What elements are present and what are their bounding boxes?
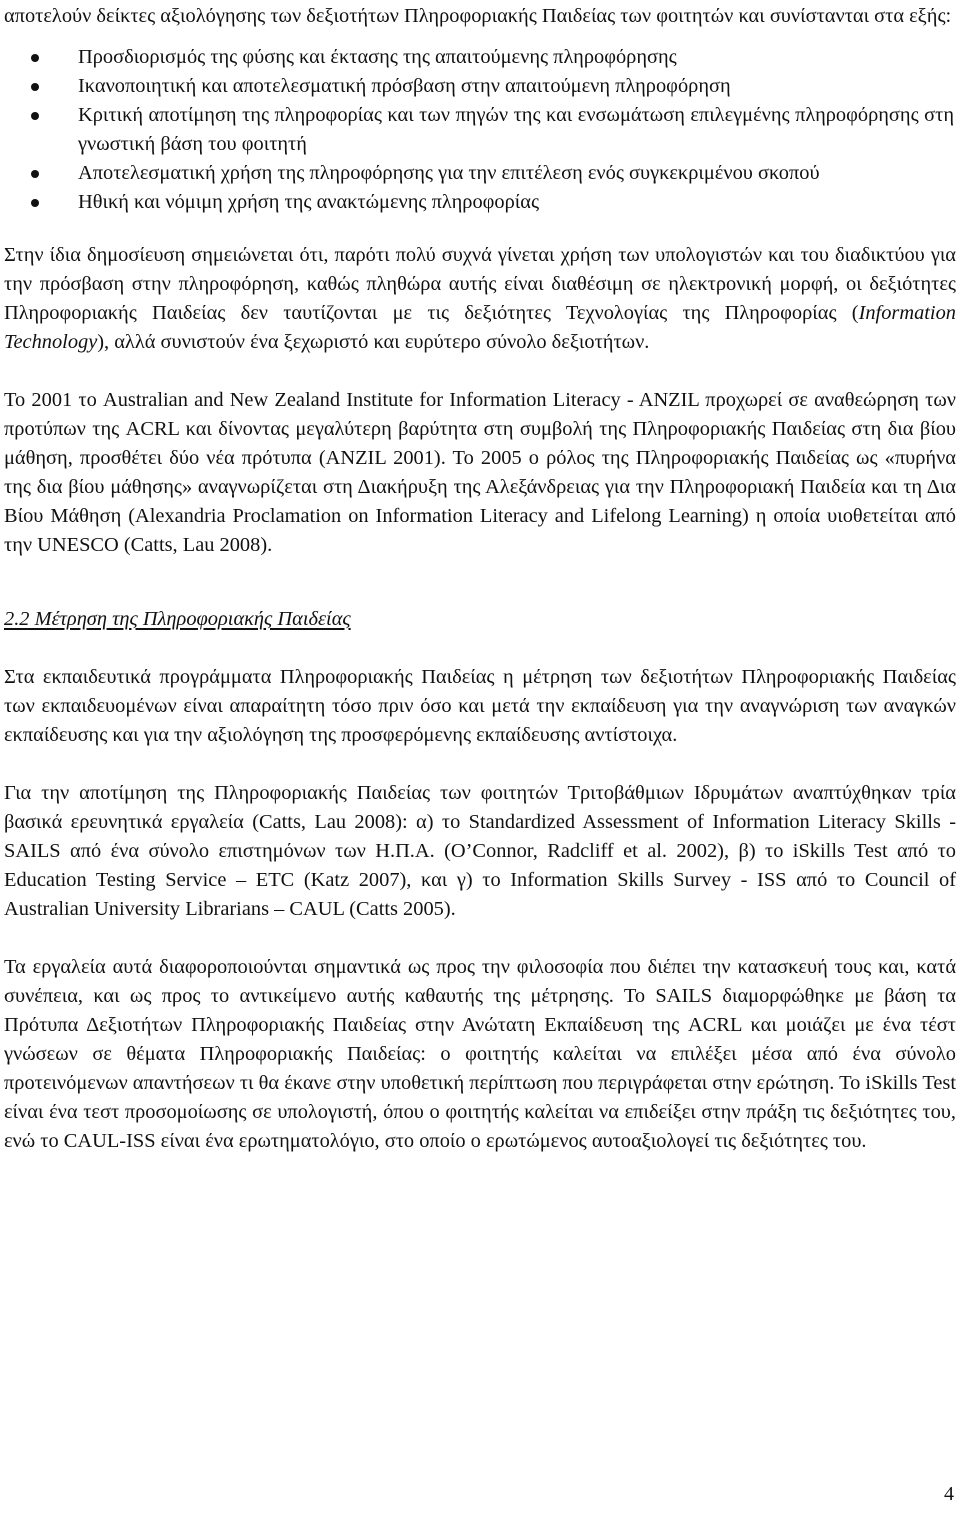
list-item	[4, 159, 956, 188]
list-item-text: Προσδιορισμός της φύσης και έκτασης της απαιτούμενης πληροφόρησης	[78, 46, 677, 68]
paragraph-anzil: Το 2001 το Australian and New Zealand Institute for Information Literacy - ANZIL προχωρεί σε αναθεώρηση των προτύπων της ACRL και δίνοντας μεγαλύτερη βαρύτητα στη συμβολή της Πληροφοριακής Παιδείας στη δια βίου μάθηση, προσθέτει δύο νέα πρότυπα (ANZIL 2001). Το 2005 ο ρόλος της Πληροφοριακής Παιδείας ως «πυρήνα της δια βίου μάθησης» αναγνωρίζεται στη Διακήρυξη της Αλεξάνδρειας για την Πληροφοριακή Παιδεία και τη Δια Βίου Μάθηση (Alexandria Proclamation on Information Literacy and Lifelong Learning) η οποία υιοθετείται από την UNESCO (Catts, Lau 2008).	[4, 389, 956, 556]
list-item-text: Κριτική αποτίμηση της πληροφορίας και των πηγών της και ενσωμάτωση επιλεγμένης πληροφόρησης στη γνωστική βάση του φοιτητή	[78, 104, 954, 155]
list-item-text: Ικανοποιητική και αποτελεσματική πρόσβαση στην απαιτούμενη πληροφόρηση	[78, 75, 731, 97]
paragraph-differences: Τα εργαλεία αυτά διαφοροποιούνται σημαντικά ως προς την φιλοσοφία που διέπει την κατασκευή τους και, κατά συνέπεια, και ως προς το αντικείμενο αυτής καθαυτής της μέτρησης. Το SAILS διαμορφώθηκε με βάση τα Πρότυπα Δεξιοτήτων Πληροφοριακής Παιδείας στην Ανώτατη Εκπαίδευση της ACRL και μοιάζει με ένα τέστ γνώσεων σε θέματα Πληροφοριακής Παιδείας: ο φοιτητής καλείται να επιλέξει μέσα από ένα σύνολο προτεινόμενων απαντήσεων τι θα έκανε στην υποθετική περίπτωση που περιγράφεται στην ερώτηση. Το iSkills Test είναι ένα τεστ προσομοίωσης σε υπολογιστή, όπου ο φοιτητής καλείται να επιδείξει στην πράξη τις δεξιότητες του, ενώ το CAUL-ISS είναι ένα ερωτηματολόγιο, στο οποίο ο ερωτώμενος αυτοαξιολογεί τις δεξιότητες του.	[4, 956, 956, 1152]
bullet-icon	[31, 170, 39, 178]
bullet-icon	[31, 199, 39, 207]
paragraph-text: Στην ίδια δημοσίευση σημειώνεται ότι, παρότι πολύ συχνά γίνεται χρήση των υπολογιστών και του διαδικτύου για την πρόσβαση στην πληροφόρηση, καθώς πληθώρα αυτής είναι διαθέσιμη σε ηλεκτρονική μορφή, οι δεξιότητες Πληροφοριακής Παιδείας δεν ταυτίζονται με τις δεξιότητες Τεχνολογίας της Πληροφορίας (	[4, 244, 956, 324]
document-page	[4, 0, 956, 1156]
paragraph-tools: Για την αποτίμηση της Πληροφοριακής Παιδείας των φοιτητών Τριτοβάθμιων Ιδρυμάτων αναπτύχθηκαν τρία βασικά ερευνητικά εργαλεία (Catts, Lau 2008): α) το Standardized Assessment of Information Literacy Skills - SAILS από ένα σύνολο επιστημόνων των Η.Π.Α. (O’Connor, Radcliff et al. 2002), β) το iSkills Test από το Education Testing Service – ETC (Katz 2007), και γ) το Information Skills Survey - ISS από το Council of Australian University Librarians – CAUL (Catts 2005).	[4, 782, 956, 920]
section-heading: 2.2 Μέτρηση της Πληροφοριακής Παιδείας	[4, 608, 351, 630]
list-item	[4, 72, 956, 101]
bullet-icon	[31, 54, 39, 62]
page-number: 4	[944, 1483, 954, 1505]
list-item	[4, 101, 956, 159]
criteria-list	[4, 43, 956, 217]
list-item-text: Ηθική και νόμιμη χρήση της ανακτώμενης πληροφορίας	[78, 191, 540, 213]
list-item	[4, 43, 956, 72]
paragraph-it-skills	[4, 241, 956, 357]
italic-term: Information Technology	[4, 302, 956, 353]
list-item-text: Αποτελεσματική χρήση της πληροφόρησης για την επιτέλεση ενός συγκεκριμένου σκοπού	[78, 162, 820, 184]
paragraph-measurement: Στα εκπαιδευτικά προγράμματα Πληροφοριακής Παιδείας η μέτρηση των δεξιοτήτων Πληροφοριακής Παιδείας των εκπαιδευομένων είναι απαραίτητη τόσο πριν όσο και μετά την εκπαίδευση για την αναγνώριση των αναγκών εκπαίδευσης και για την αξιολόγηση της προσφερόμενης εκπαίδευσης αντίστοιχα.	[4, 666, 956, 746]
bullet-icon	[31, 112, 39, 120]
bullet-icon	[31, 83, 39, 91]
paragraph-text: ), αλλά συνιστούν ένα ξεχωριστό και ευρύτερο σύνολο δεξιοτήτων.	[97, 331, 650, 353]
list-item	[4, 188, 956, 217]
intro-paragraph: αποτελούν δείκτες αξιολόγησης των δεξιοτήτων Πληροφοριακής Παιδείας των φοιτητών και συνίστανται στα εξής:	[4, 5, 952, 27]
